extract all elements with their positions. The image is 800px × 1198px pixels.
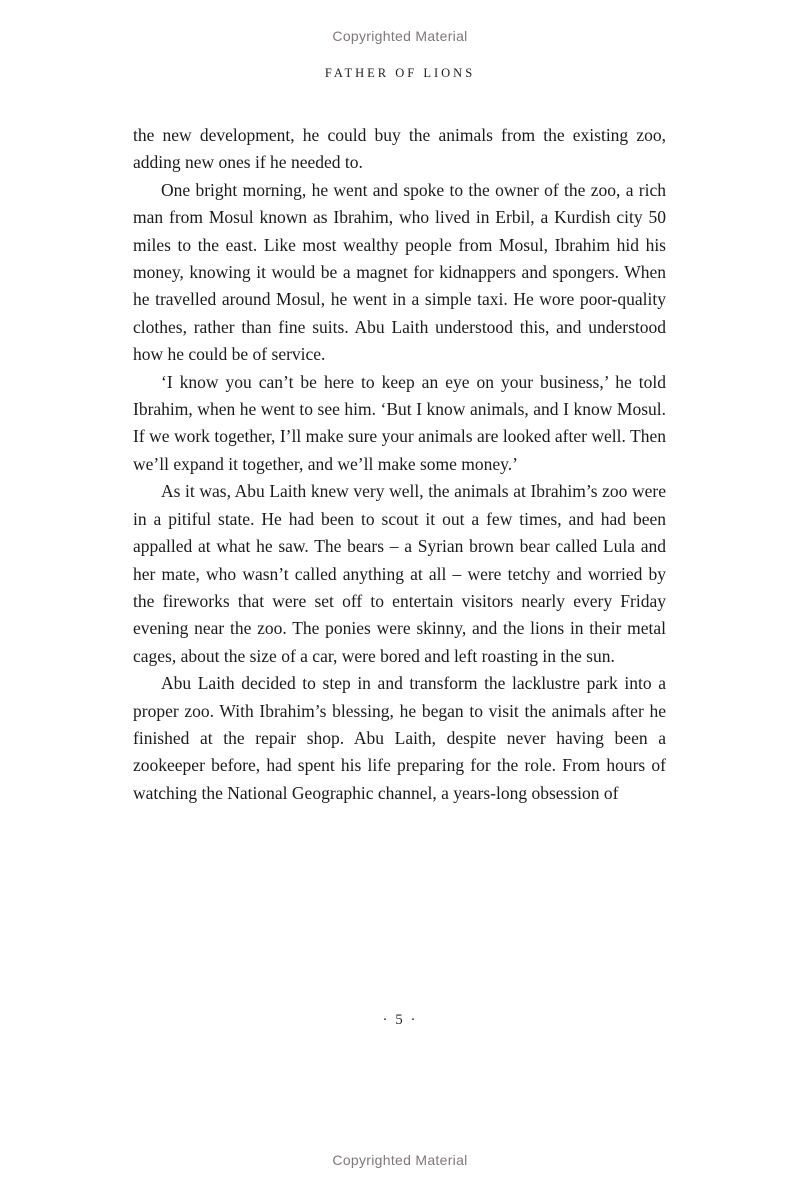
paragraph: ‘I know you can’t be here to keep an eye on your business,’ he told Ibrahim, when he went to see him. ‘But I know animals, and I know Mosul. If we work together, I’ll make sure your animals are looked after well. Then we’ll expand it together, and we’ll make some money.’: [133, 371, 666, 474]
running-head: FATHER OF LIONS: [324, 66, 476, 80]
copyright-notice-bottom: Copyrighted Material: [332, 1152, 468, 1168]
paragraph: One bright morning, he went and spoke to the owner of the zoo, a rich man from Mosul known as Ibrahim, who lived in Erbil, a Kurdish city 50 miles to the east. Like most wealthy people from Mosul, Ibrahim hid his money, knowing it would be a magnet for kidnappers and spongers. When he travelled around Mosul, he went in a simple taxi. He wore poor-quality clothes, rather than fine suits. Abu Laith understood this, and understood how he could be of service.: [133, 179, 666, 365]
page-number: · 5 ·: [382, 1012, 418, 1028]
paragraph: the new development, he could buy the animals from the existing zoo, adding new ones if he needed to.: [133, 125, 666, 173]
paragraph: As it was, Abu Laith knew very well, the animals at Ibrahim’s zoo were in a pitiful state. He had been to scout it out a few times, and had been appalled at what he saw. The bears – a Syrian brown bear called Lula and her mate, who wasn’t called anything at all – were tetchy and worried by the fireworks that were set off to entertain visitors nearly every Friday evening near the zoo. The ponies were skinny, and the lions in their metal cages, about the size of a car, were bored and left roasting in the sun.: [133, 481, 666, 666]
copyright-notice-top: Copyrighted Material: [332, 28, 468, 44]
paragraph: Abu Laith decided to step in and transform the lacklustre park into a proper zoo. With Ibrahim’s blessing, he began to visit the animals after he finished at the repair shop. Abu Laith, despite never having been a zookeeper before, had spent his life preparing for the role. From hours of watching the National Geographic channel, a years-long obsession of: [133, 673, 666, 803]
body-text: [133, 122, 666, 807]
